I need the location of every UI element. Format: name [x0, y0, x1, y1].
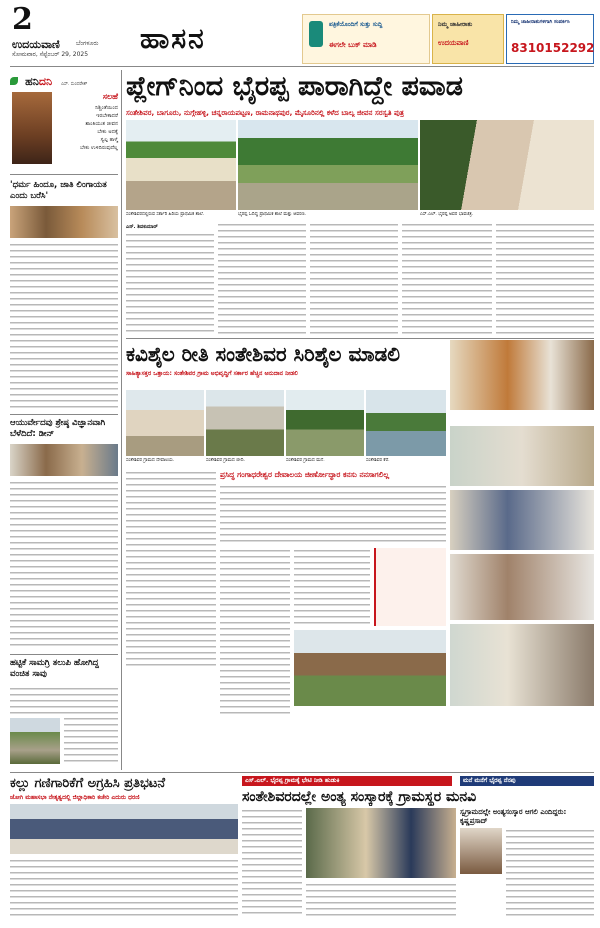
sub-story-headline: ಪ್ರಸಿದ್ಧ ಗಂಗಾಧರೇಶ್ವರ ದೇವಾಲಯ ಜೀರ್ಣೋದ್ಧಾರ ಕನಸು ನನಸಾಗಲಿಲ್ಲ [220, 470, 390, 479]
page-number: 2 [12, 2, 33, 37]
poem-lines [56, 104, 118, 152]
bottom-right-kicker: ಮನೆ ಮನೆಗೆ ಭೈರಪ್ಪ ನೆನಪು [460, 776, 594, 786]
quote-box [374, 548, 446, 626]
poet-photo [12, 92, 52, 164]
second-headline: ಕವಿಶೈಲ ರೀತಿ ಸಂತೇಶಿವರ ಸಿರಿಶೈಲ ಮಾಡಲಿ [126, 342, 401, 366]
ad1-line2: ಈಗಲೇ ಬುಕ್ ಮಾಡಿ [329, 41, 377, 49]
bottom-left-sub: ಜೋಗಿ ಮಹಾಸಭಾ ನೇತೃತ್ವದಲ್ಲಿ ಜಿಲ್ಲಾಧಿಕಾರಿ ಕಚೇರಿ ಎದುರು ಧರಣಿ [10, 794, 140, 801]
main-body-col-5 [496, 222, 594, 336]
photo-caption-2: ಭೈರಪ್ಪ ಓದಿದ್ದ ಪ್ರಾಥಮಿಕ ಶಾಲೆ ಮತ್ತು ಆವರಣ. [238, 212, 307, 217]
ad3-phone[interactable]: 8310152292 [511, 41, 595, 55]
second-caption-1: ಸಂತೇಶಿವರ ಗ್ರಾಮದ ದೇವಾಲಯ. [126, 458, 175, 463]
hani-brand [10, 70, 118, 88]
street-photo [206, 390, 284, 456]
main-body-col-3 [310, 222, 398, 336]
second-caption-3: ಸಂತೇಶಿವರ ಗ್ರಾಮದ ಮನೆ. [286, 458, 325, 463]
old-house-photo [294, 630, 446, 706]
masthead-rule [10, 66, 594, 67]
ayurveda-body [10, 480, 118, 650]
bottom-center-headline: ಸಂತೇಶಿವರದಲ್ಲೇ ಅಂತ್ಯ ಸಂಸ್ಕಾರಕ್ಕೆ ಗ್ರಾಮಸ್ಥರ ಮನವಿ [242, 789, 477, 805]
event-photo-1 [10, 206, 118, 238]
brand-hani: ಹನಿ [25, 75, 39, 88]
main-headline: ಪ್ಲೇಗ್‌ನಿಂದ ಭೈರಪ್ಪ ಪಾರಾಗಿದ್ದೇ ಪವಾಡ [126, 71, 463, 102]
ayurveda-headline: ಆಯುರ್ವೇದವು ಶ್ರೇಷ್ಠ ವಿಜ್ಞಾನವಾಗಿ ಬೆಳೆದಿದೆ: ಡೀನ್ [10, 418, 106, 439]
ad-banner-3[interactable] [506, 14, 594, 64]
phone-icon [309, 21, 323, 47]
poem-line: ಶಾಂತಿಯುತ ಜೀವನ [85, 121, 118, 127]
road-body-1 [10, 686, 64, 718]
ad2-line2: ಉದಯವಾಣಿ [438, 39, 469, 47]
group-photo-1 [450, 554, 594, 620]
section-title: ಹಾಸನ [140, 22, 206, 55]
bottom-left-headline: ಕಲ್ಲು ಗಣಿಗಾರಿಕೆಗೆ ಅಗ್ರಹಿಸಿ ಪ್ರತಿಭಟನೆ [10, 776, 166, 791]
ad1-line1: ಪತ್ರಿಕೆಯೊಂದಿಗೆ ಸುತ್ತು ಸುದ್ದಿ [329, 21, 383, 28]
krishnaprasad-photo [460, 828, 502, 874]
date-line: ಸೋಮವಾರ, ಸೆಪ್ಟೆಂಬರ್ 29, 2025 [12, 51, 89, 58]
bottom-right-headline: ಸ್ವಗ್ರಾಮದಲ್ಲೇ ಅಂತ್ಯಸಂಸ್ಕಾರ ಆಗಲಿ ಎಂದಿದ್ದರು: ಕೃಷ್ಣಪ್ರಸಾದ್ [460, 808, 567, 825]
poem-line: ಬೇಕು ಉಳಿದಿರುವುದೆಲ್ಲ [80, 145, 118, 151]
section-rule [10, 772, 594, 773]
bhyrappa-portrait-photo [420, 120, 594, 210]
felicitation-photo-1 [450, 340, 594, 410]
school-photo [126, 120, 236, 210]
second-caption-2: ಸಂತೇಶಿವರ ಗ್ರಾಮದ ಬೀದಿ. [206, 458, 245, 463]
poem-line: ಸ್ವಲ್ಪ ತಾಳ್ಮೆ [100, 137, 118, 143]
divider [10, 174, 118, 175]
section-rule [126, 338, 594, 339]
bottom-center-kicker: ಎಸ್.ಎಲ್. ಭೈರಪ್ಪ ಗ್ರಾಮಕ್ಕೆ ಭೇಟಿ ನೀಡಿ ಹುಡುಕಿ [242, 776, 452, 786]
main-byline: ಎನ್. ಶಿವಕುಮಾರ್ [126, 224, 158, 230]
second-body-col-1 [126, 470, 216, 670]
meeting-photo [450, 490, 594, 550]
road-headline: ಹಟ್ಟಿಕೆ ಸಾಮಗ್ರಿ ತಲುಪಿ ಹೋಗಿದ್ದ ವಂಚಿತ ಸಾವು [10, 658, 99, 679]
ad-banner-1[interactable] [302, 14, 430, 64]
main-body-col-2 [218, 222, 306, 336]
group-photo-2 [450, 624, 594, 706]
road-body-2 [64, 686, 118, 766]
police-photo [306, 808, 456, 878]
temple-photo [126, 390, 204, 456]
ad3-line1: ನಿಮ್ಮ ಜಾಹೀರಾತುಗಳಿಗಾಗಿ ಸಂಪರ್ಕಿಸಿ [511, 19, 570, 25]
second-subheadline: ಸಾಹಿತ್ಯಾಸಕ್ತರ ಒತ್ತಾಯ: ಸಂತೇಶಿವರ ಗ್ರಾಮ ಅಭಿವೃದ್ಧಿಗೆ ಸರ್ಕಾರ ಹೆಚ್ಚಿನ ಅನುದಾನ ನೀಡಲಿ [126, 370, 298, 377]
lake-photo [366, 390, 446, 456]
poem-line: ಇರಬೇಕಾದರೆ [96, 113, 118, 119]
event-photo-2 [10, 444, 118, 476]
ad2-line1: ನಿಮ್ಮ ಜಾಹೀರಾತು [438, 21, 473, 28]
road-photo [10, 718, 60, 764]
ad-banner-2[interactable] [432, 14, 504, 64]
bottom-right-body [506, 828, 594, 916]
divider [10, 414, 118, 415]
poem-title: ಸಲಹೆ [102, 92, 118, 101]
sub-story-body [220, 484, 446, 544]
leaf-icon [10, 77, 18, 85]
main-body-col-1 [126, 232, 214, 336]
quote-headline: 'ಧರ್ಮ ಹಿಂದೂ, ಜಾತಿ ಲಿಂಗಾಯತ ಎಂದು ಬರೆಸಿ' [10, 180, 107, 201]
second-body-col-3 [294, 548, 370, 626]
bottom-center-body-1 [242, 808, 302, 916]
brand-author: ಎಸ್. ಸುಂದರೇಶ್ [61, 82, 88, 87]
poem-line: ಬೇಕು ಅದಕ್ಕೆ [97, 129, 118, 135]
felicitation-photo-2 [450, 426, 594, 486]
masthead [0, 0, 600, 62]
divider [10, 654, 118, 655]
city-edition: ಬೆಂಗಳೂರು [76, 40, 99, 47]
print-registration-marks [470, 918, 530, 924]
quote-body [10, 242, 118, 410]
photo-caption-1: ಸಂತೇಶಿವರದಲ್ಲಿರುವ ಸರ್ಕಾರಿ ಹಿರಿಯ ಪ್ರಾಥಮಿಕ ಶಾಲೆ. [126, 212, 205, 217]
main-subheadline: ಸಂತೇಶಿವರ, ಬಾಗೂರು, ನುಗ್ಗೇಹಳ್ಳಿ, ಚನ್ನರಾಯಪಟ್ಟಣ, ರಾಮನಾಥಪುರ, ಮೈಸೂರಿನಲ್ಲಿ ಕಳೆದ ಬಾಲ್ಯ ಜೀವನ ಸರಸ್ವತಿ ಪುತ್ರ [126, 108, 404, 117]
paper-name: ಉದಯವಾಣಿ [12, 38, 60, 51]
photo-caption-3: ಎಸ್.ಎಲ್. ಭೈರಪ್ಪ ಅವರ ಭಾವಚಿತ್ರ. [420, 212, 474, 217]
poem-line: ನಿಶ್ಚಿಂತೆಯಿಂದ [95, 105, 118, 111]
second-caption-4: ಸಂತೇಶಿವರ ಕೆರೆ. [366, 458, 390, 463]
brand-dani: ದನಿ [38, 75, 53, 88]
column-rule [121, 70, 122, 770]
second-body-col-2 [220, 548, 290, 718]
house-photo [286, 390, 364, 456]
right-caption-1 [450, 412, 594, 424]
bottom-left-body [10, 858, 238, 916]
print-registration-marks [90, 918, 150, 924]
protest-photo [10, 804, 238, 854]
left-column [10, 70, 118, 770]
main-body-col-4 [402, 222, 492, 336]
school-gate-photo [238, 120, 418, 210]
bottom-center-body-2 [306, 882, 456, 916]
